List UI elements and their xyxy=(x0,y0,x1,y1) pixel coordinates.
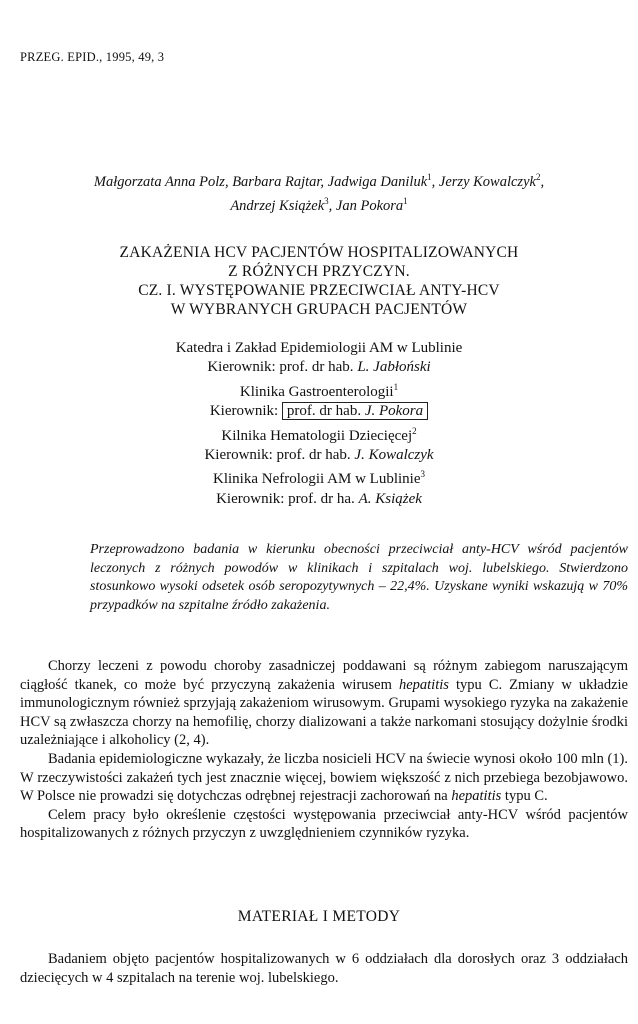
paragraph-text: Badania epidemiologiczne wykazały, że liczba nosicieli HCV na świecie wynosi około 100 mln (1). W rzeczywistości zakażeń tych jest znacznie więcej, bowiem większość z nich przebiega bezobjawowo. W Polsce nie prowadzi się dotychczas odrębnej rejestracji zachorowań na xyxy=(20,750,628,805)
author-text: Małgorzata Anna Polz, Barbara Rajtar, Jadwiga Daniluk xyxy=(93,173,428,190)
affiliation-superscript: 1 xyxy=(393,381,399,392)
author-text: , Jan Pokora xyxy=(328,197,404,214)
affiliation-text: Kierownik: prof. dr hab. xyxy=(204,447,355,464)
affiliation-text: Klinika Nefrologii AM w Lublinie xyxy=(213,471,421,488)
author-superscript: 3 xyxy=(324,195,329,206)
affiliation-line xyxy=(20,402,618,421)
title-line: W WYBRANYCH GRUPACH PACJENTÓW xyxy=(170,301,468,318)
author-text: Andrzej Książek xyxy=(230,197,325,214)
paragraph xyxy=(20,657,628,750)
title-line: CZ. I. WYSTĘPOWANIE PRZECIWCIAŁ ANTY-HCV xyxy=(138,282,500,299)
affiliation-text: Klinika Gastroenterologii xyxy=(239,383,394,400)
author-superscript: 2 xyxy=(535,172,541,182)
affiliation-superscript: 3 xyxy=(420,469,425,480)
paper-title xyxy=(20,243,618,319)
paragraph-text: typu C. Zmiany w układzie immunologicznym również sprzyjają zakażeniom wirusowym. Grupami wysokiego ryzyka na zakażenie HCV są zwłaszcza chorzy na hemofilię, chorzy dializowani a także narkomani stosujący dożylnie środki uzależniające i alkoholicy (2, 4). xyxy=(20,676,628,749)
affiliation-line xyxy=(20,358,618,377)
abstract xyxy=(90,541,628,615)
affiliation-text: prof. dr hab. xyxy=(286,403,365,420)
abstract-text: Przeprowadzono badania w kierunku obecności przeciwciał anty-HCV wśród pacjentów leczonych z różnych powodów w klinikach i szpitalach woj. lubelskiego. Stwierdzono stosunkowo wysoki odsetek osób seropozytywnych – 22,4%. Uzyskane wyniki wskazują w 70% przypadków na szpitalne źródło zakażenia. xyxy=(90,542,628,613)
affiliation-name: L. Jabłoński xyxy=(357,359,431,376)
paragraph-text: typu C. xyxy=(501,788,548,805)
title-line: ZAKAŻENIA HCV PACJENTÓW HOSPITALIZOWANYCH xyxy=(119,244,519,261)
paragraph-text: Chorzy leczeni z powodu choroby zasadniczej poddawani są różnym zabiegom naruszającym ciągłość tkanek, co może być przyczyną zakażenia wirusem xyxy=(20,658,628,693)
author-superscript: 1 xyxy=(427,172,432,182)
methods-section xyxy=(20,950,628,987)
affiliation-text: Kierownik: prof. dr hab. xyxy=(207,359,358,376)
paragraph xyxy=(20,750,628,806)
author-superscript: 1 xyxy=(403,195,408,206)
paragraph: Celem pracy było określenie częstości występowania przeciwciał anty-HCV wśród pacjentów hospitalizowanych z różnych przyczyn z uwzględnieniem czynników ryzyka. xyxy=(20,806,628,842)
affiliation-line xyxy=(20,490,618,509)
author-line-1 xyxy=(94,174,544,190)
affiliation-line xyxy=(20,378,618,402)
paragraph: Badaniem objęto pacjentów hospitalizowanych w 6 oddziałach dla dorosłych oraz 3 oddziałach dziecięcych w 4 szpitalach na terenie woj. lubelskiego. xyxy=(20,951,628,986)
introduction xyxy=(20,657,628,843)
affiliation-text: Kierownik: prof. dr ha. xyxy=(216,490,359,507)
affiliation-line: Katedra i Zakład Epidemiologii AM w Lublinie xyxy=(175,340,463,356)
affiliations xyxy=(20,339,618,509)
affiliation-line xyxy=(20,446,618,465)
affiliation-name: A. Książek xyxy=(358,490,422,507)
author-text: , Jerzy Kowalczyk xyxy=(431,173,536,190)
section-heading: MATERIAŁ I METODY xyxy=(237,908,401,925)
author-text: , xyxy=(540,173,545,190)
highlight-box xyxy=(282,402,428,420)
journal-reference: PRZEG. EPID., 1995, 49, 3 xyxy=(20,50,165,64)
title-line: Z RÓŻNYCH PRZYCZYN. xyxy=(228,263,410,280)
affiliation-name: J. Kowalczyk xyxy=(354,447,434,464)
affiliation-name: J. Pokora xyxy=(364,403,424,420)
affiliation-line xyxy=(20,465,618,489)
affiliation-line xyxy=(20,422,618,446)
affiliation-superscript: 2 xyxy=(412,425,417,436)
emphasis: hepatitis xyxy=(398,676,449,693)
author-list xyxy=(20,168,618,216)
emphasis: hepatitis xyxy=(451,788,502,805)
affiliation-text: Kilnika Hematologii Dziecięcej xyxy=(221,427,413,444)
affiliation-text: Kierownik: xyxy=(209,403,282,420)
author-line-2 xyxy=(230,195,408,214)
